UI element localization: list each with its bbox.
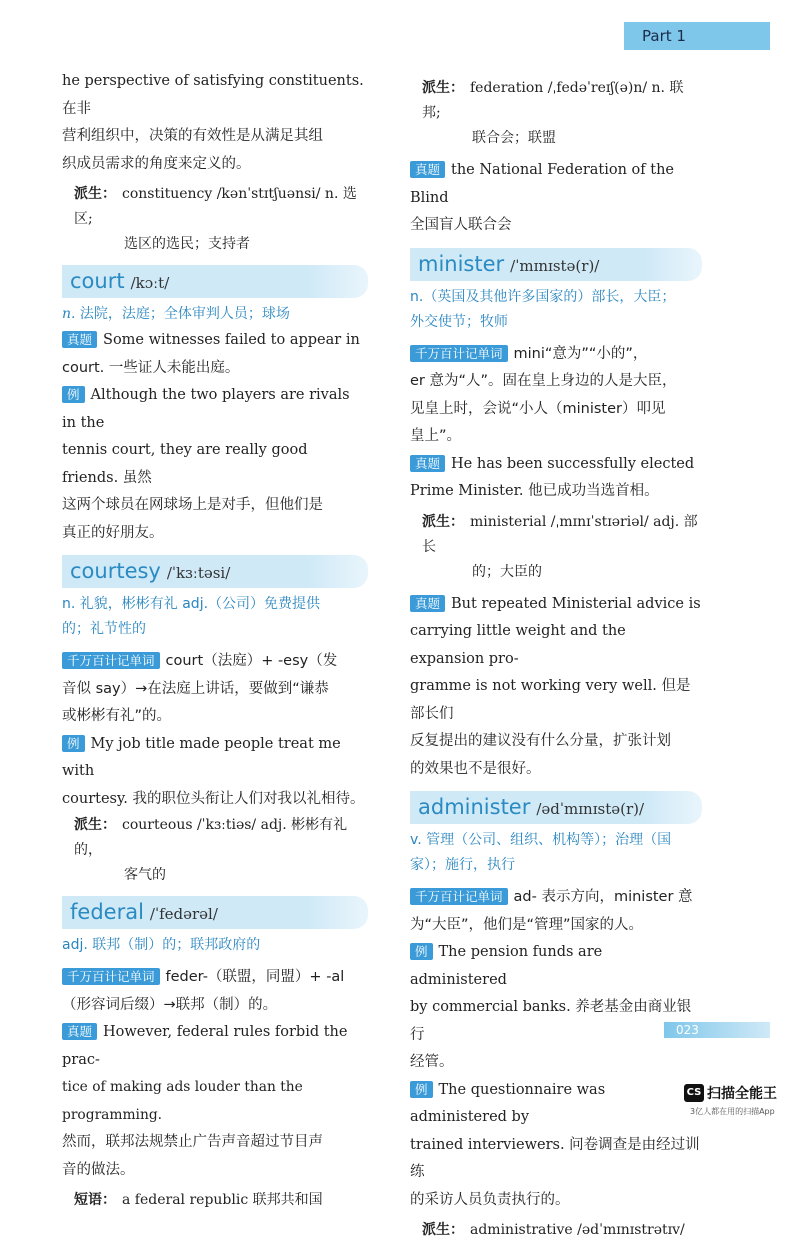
- real-exam-tag: 真题: [62, 331, 97, 348]
- memory-tip: [410, 884, 702, 939]
- example-tag: 例: [62, 386, 85, 403]
- example-text: by commercial banks. 养老基金由商业银行: [410, 999, 692, 1043]
- real-exam-tag: 真题: [410, 161, 445, 178]
- example-text: 全国盲人联合会: [410, 217, 512, 233]
- definition: [410, 828, 702, 878]
- derivative-label: 派生：: [74, 817, 116, 833]
- example-text: 这两个球员在网球场上是对手，但他们是: [62, 497, 323, 513]
- definition-text: v. 管理（公司、组织、机构等）；治理（国: [410, 832, 672, 848]
- memory-text: 或彬彬有礼”的。: [62, 708, 172, 724]
- memory-text: court（法庭）+ -esy（发: [165, 653, 338, 669]
- derivative-label: 派生：: [422, 513, 464, 530]
- entry-head-courtesy: [62, 555, 368, 588]
- memory-tip: [62, 648, 368, 731]
- derivative-text: ministerial /ˌmɪnɪˈstɪəriəl/ adj. 部长: [422, 513, 698, 555]
- real-exam-example: [62, 327, 368, 382]
- phonetic: /ˈmɪnɪstə(r)/: [510, 256, 600, 275]
- federation-derivative: [410, 76, 702, 151]
- memory-text: 皇上”。: [410, 428, 462, 444]
- phrase-text: a federal republic 联邦共和国: [122, 1192, 323, 1208]
- example-text: My job title made people treat me with: [62, 735, 341, 779]
- right-column: [410, 68, 702, 1243]
- scanner-logo-icon: CS: [684, 1084, 704, 1102]
- derivative-text: 联合会；联盟: [472, 130, 556, 146]
- definition: [62, 302, 368, 327]
- page-number: 023: [664, 1022, 770, 1038]
- example: [62, 382, 368, 547]
- memory-text: 见皇上时，会说“小人（minister）叩见: [410, 400, 666, 417]
- example: [62, 731, 368, 814]
- example-text: 然而，联邦法规禁止广告声音超过节目声: [62, 1134, 323, 1150]
- memory-text: feder-（联盟，同盟）+ -al: [165, 969, 345, 985]
- entry-head-federal: [62, 896, 368, 929]
- part-of-speech: n.: [62, 306, 76, 322]
- phonetic: /ˈfedərəl/: [149, 905, 218, 923]
- example-text: The pension funds are administered: [410, 944, 603, 988]
- example-text: 音的做法。: [62, 1161, 135, 1178]
- real-exam-tag: 真题: [410, 595, 445, 612]
- headword: courtesy: [70, 559, 161, 583]
- definition-text: 法院，法庭；全体审判人员；球场: [79, 306, 290, 322]
- definition-text: 的；礼节性的: [62, 621, 146, 637]
- example-text: But repeated Ministerial advice is: [451, 595, 701, 612]
- example-text: tice of making ads louder than the programming.: [62, 1079, 303, 1123]
- definition: [410, 285, 702, 335]
- entry-head-minister: [410, 248, 702, 281]
- example-text: However, federal rules forbid the prac-: [62, 1024, 348, 1068]
- example-text: gramme is not working very well. 但是部长们: [410, 678, 691, 722]
- example-tag: 例: [62, 735, 85, 752]
- phrase-label: 短语：: [74, 1192, 116, 1208]
- memory-tag: 千万百计记单词: [410, 345, 508, 362]
- memory-text: er 意为“人”。固在皇上身边的人是大臣，: [410, 373, 677, 389]
- example-text: the National Federation of the Blind: [410, 162, 675, 206]
- example-text: Some witnesses failed to appear in: [103, 332, 360, 348]
- derivative-text: courteous /ˈkɜːtiəs/ adj. 彬彬有礼的，: [74, 817, 348, 858]
- headword: court: [70, 269, 125, 293]
- derivative-label: 派生：: [422, 80, 464, 96]
- example-text: 的采访人员负责执行的。: [410, 1191, 570, 1208]
- administer-derivative: [410, 1218, 702, 1243]
- minister-derivative: [410, 510, 702, 585]
- derivative-text: 客气的: [124, 867, 166, 883]
- example-text: carrying little weight and the expansion pro-: [410, 623, 626, 667]
- definition: [62, 592, 368, 642]
- phonetic: /ˈkɜːtəsi/: [166, 564, 231, 582]
- derivative-text: 选区的选民；支持者: [124, 236, 250, 252]
- definition-text: 外交使节；牧师: [410, 313, 508, 330]
- example: [410, 1077, 702, 1215]
- derivative-label: 派生：: [74, 186, 116, 202]
- intro-text: [62, 68, 368, 178]
- example-text: tennis court, they are really good friends. 虽然: [62, 442, 308, 486]
- example-text: The questionnaire was administered by: [410, 1081, 606, 1125]
- courtesy-derivative: [62, 813, 368, 888]
- real-exam-example: [410, 451, 702, 506]
- intro-line: 营利组织中，决策的有效性是从满足其组: [62, 128, 323, 144]
- memory-tip: [62, 964, 368, 1019]
- real-exam-example: [410, 157, 702, 240]
- example-text: 真正的好朋友。: [62, 524, 164, 541]
- example-text: He has been successfully elected: [451, 455, 695, 472]
- memory-tag: 千万百计记单词: [62, 968, 160, 985]
- example-text: 的效果也不是很好。: [410, 760, 541, 777]
- intro-line: he perspective of satisfying constituents. 在非: [62, 73, 364, 117]
- example-text: 经管。: [410, 1054, 454, 1070]
- derivative-text: administrative /ədˈmɪnɪstrətɪv/: [470, 1222, 685, 1238]
- definition-text: n. 礼貌，彬彬有礼 adj.（公司）免费提供: [62, 596, 321, 612]
- example-text: Prime Minister. 他已成功当选首相。: [410, 483, 659, 499]
- headword: administer: [418, 795, 531, 819]
- intro-line: 织成员需求的角度来定义的。: [62, 155, 251, 172]
- example-text: 反复提出的建议没有什么分量，扩张计划: [410, 733, 671, 749]
- memory-tag: 千万百计记单词: [62, 652, 160, 669]
- example-text: Although the two players are rivals in the: [62, 387, 350, 431]
- derivative-text: federation /ˌfedəˈreɪʃ(ə)n/ n. 联邦;: [422, 80, 684, 121]
- memory-text: 音似 say）→在法庭上讲话，要做到“谦恭: [62, 680, 329, 697]
- memory-tip: [410, 341, 702, 451]
- real-exam-tag: 真题: [410, 455, 445, 472]
- scanner-name: 扫描全能王: [707, 1085, 777, 1102]
- entry-head-administer: [410, 791, 702, 824]
- scanner-watermark: [684, 1082, 777, 1116]
- example-text: court. 一些证人未能出庭。: [62, 359, 240, 376]
- memory-tag: 千万百计记单词: [410, 888, 508, 905]
- real-exam-example: [410, 591, 702, 784]
- example-tag: 例: [410, 943, 433, 960]
- left-column: [62, 68, 368, 1213]
- memory-text: mini“意为”“小的”，: [513, 345, 648, 362]
- part-label: Part 1: [624, 22, 770, 50]
- scanner-tagline: 3亿人都在用的扫描App: [690, 1107, 775, 1116]
- phonetic: /kɔːt/: [130, 274, 170, 292]
- memory-text: （形容词后缀）→联邦（制）的。: [62, 996, 278, 1013]
- headword: federal: [70, 900, 144, 924]
- entry-head-court: [62, 265, 368, 298]
- definition-text: adj. 联邦（制）的；联邦政府的: [62, 937, 261, 953]
- definition-text: 家）；施行，执行: [410, 857, 515, 873]
- example-text: courtesy. 我的职位头衔让人们对我以礼相待。: [62, 790, 365, 807]
- derivative-text: constituency /kənˈstɪtʃuənsi/ n. 选区;: [74, 186, 357, 227]
- federal-phrase: [62, 1188, 368, 1213]
- real-exam-example: [62, 1019, 368, 1184]
- example-text: trained interviewers. 问卷调查是由经过训练: [410, 1136, 700, 1180]
- real-exam-tag: 真题: [62, 1023, 97, 1040]
- example: [410, 939, 702, 1077]
- memory-text: ad- 表示方向，minister 意: [513, 889, 693, 905]
- constituency-derivative: [62, 182, 368, 257]
- derivative-text: 的；大臣的: [472, 563, 542, 580]
- definition-text: n.（英国及其他许多国家的）部长，大臣；: [410, 288, 676, 305]
- example-tag: 例: [410, 1081, 433, 1098]
- phonetic: /ədˈmɪnɪstə(r)/: [536, 800, 645, 818]
- headword: minister: [418, 251, 505, 276]
- memory-text: 为“大臣”，他们是“管理”国家的人。: [410, 916, 644, 933]
- derivative-label: 派生：: [422, 1222, 464, 1238]
